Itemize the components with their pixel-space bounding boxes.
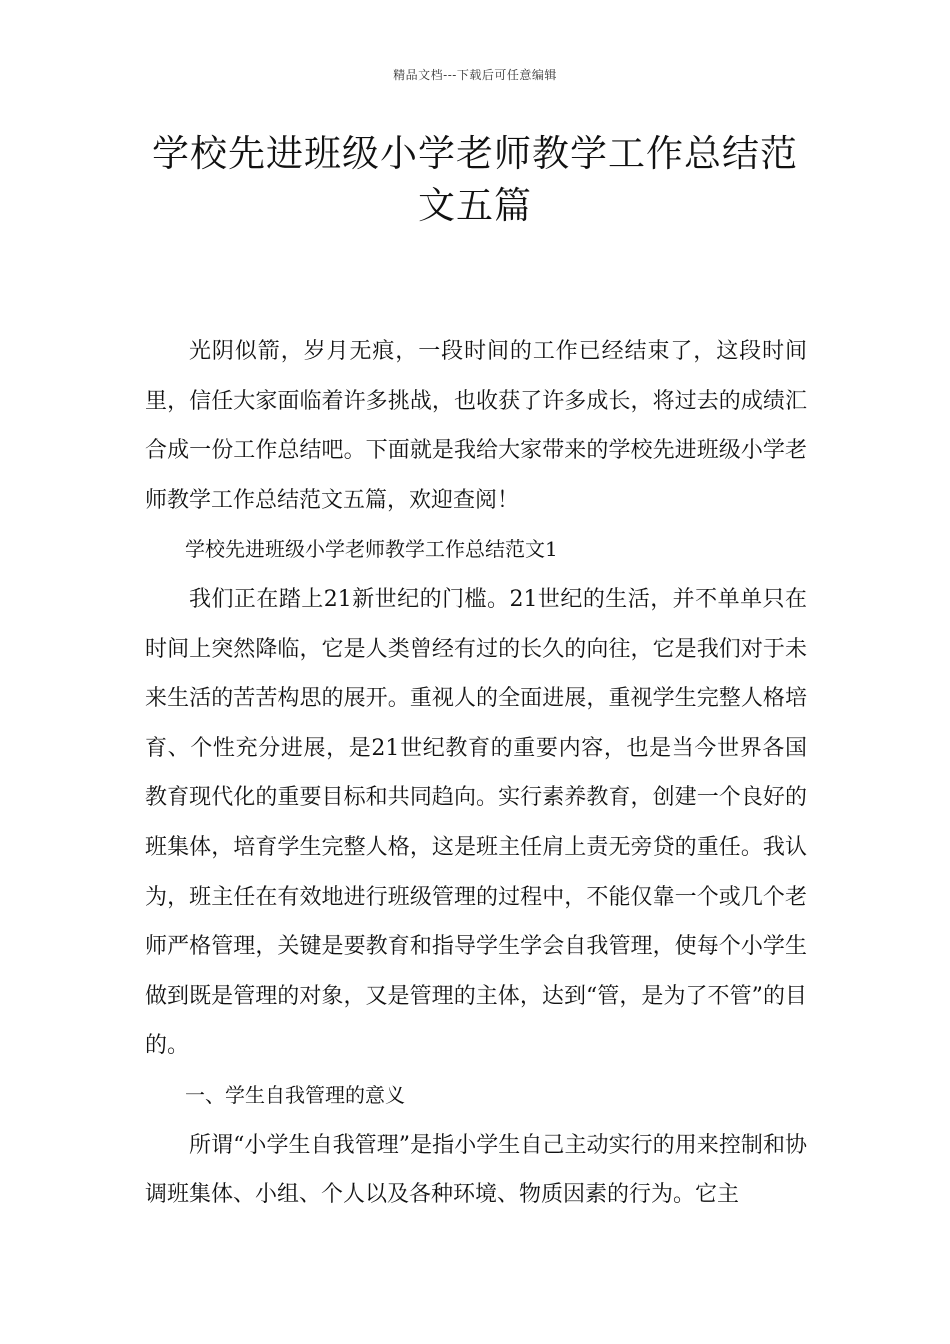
section-heading: 一、学生自我管理的意义 xyxy=(185,1082,405,1107)
intro-paragraph: 光阴似箭，岁月无痕，一段时间的工作已经结束了，这段时间里，信任大家面临着许多挑战，也收获了许多成长，将过去的成绩汇合成一份工作总结吧。下面就是我给大家带来的学校先进班级小学老师教学工作总结范文五篇，欢迎查阅！ xyxy=(145,339,807,513)
document-title: 学校先进班级小学老师教学工作总结范文五篇 xyxy=(152,132,798,227)
body-paragraph-2: 所谓“小学生自我管理”是指小学生自己主动实行的用来控制和协调班集体、小组、个人以及各种环境、物质因素的行为。它主 xyxy=(145,1132,807,1208)
section-title-1: 学校先进班级小学老师教学工作总结范文1 xyxy=(185,537,558,562)
body-paragraph: 我们正在踏上21新世纪的门槛。21世纪的生活，并不单单只在时间上突然降临，它是人类曾经有过的长久的向往，它是我们对于未来生活的苦苦构思的展开。重视人的全面进展，重视学生完整人格培育、个性充分进展，是21世纪教育的重要内容，也是当今世界各国教育现代化的重要目标和共同趋向。实行素养教育，创建一个良好的班集体，培育学生完整人格，这是班主任肩上责无旁贷的重任。我认为，班主任在有效地进行班级管理的过程中，不能仅靠一个或几个老师严格管理，关键是要教育和指导学生学会自我管理，使每个小学生做到既是管理的对象，又是管理的主体，达到“管，是为了不管”的目的。 xyxy=(145,586,807,1059)
document-body xyxy=(145,327,807,1220)
header-note: 精品文档---下载后可任意编辑 xyxy=(393,68,557,82)
